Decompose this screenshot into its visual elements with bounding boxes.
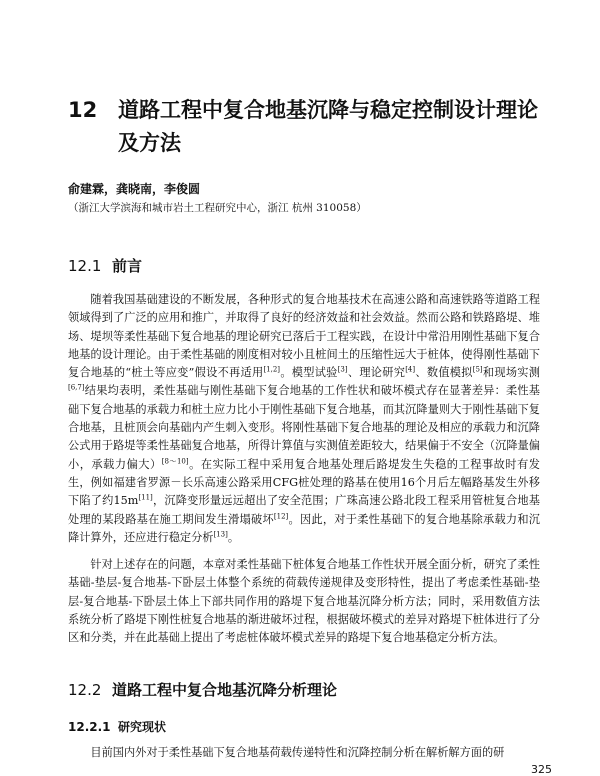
research-status-paragraph: 目前国内外对于柔性基础下复合地基荷载传递特性和沉降控制分析在解析解方面的研 <box>90 746 505 759</box>
section-number: 12.1 <box>68 257 102 275</box>
citation-ref: [11] <box>138 493 153 502</box>
citation-ref: [6,7] <box>68 383 85 392</box>
paragraph-text-run: 。因此，对于柔性基础下的复合地基除承载力和沉降计算外，还应进行稳定分析 <box>68 512 540 544</box>
author-affiliation: （浙江大学滨海和城市岩土工程研究中心，浙江 杭州 310058） <box>68 202 367 214</box>
subsection-number: 12.2.1 <box>68 720 111 734</box>
section-heading-introduction <box>68 256 142 276</box>
subsection-heading-research-status <box>68 719 166 735</box>
paragraph-text-run: 结果均表明，柔性基础与刚性基础下复合地基的工作性状和破坏模式存在显著差异：柔性基础下复合地基的承载力和桩土应力比小于刚性基础下复合地基，而其沉降量则大于刚性基础下复合地基，且桩顶会向基础内产生刺入变形。将刚性基础下复合地基的理论及相应的承载力和沉降公式用于路堤等柔性基础复合地基，所得计算值与实测值差距较大，结果偏于不安全（沉降量偏小，承载力偏大） <box>68 384 540 471</box>
section-number: 12.2 <box>68 681 102 699</box>
subsection-title: 研究现状 <box>118 720 167 734</box>
paragraph-text-run: 、理论研究 <box>347 366 406 380</box>
intro-paragraph-1 <box>68 291 540 547</box>
paragraph-text-run: ，沉降变形量远远超出了安全范围；广珠高速公路北段工程采用管桩复合地基处理的某段路基在施工期间发生滑塌破坏 <box>68 494 540 526</box>
citation-ref: [13] <box>213 530 228 539</box>
citation-ref: [1,2] <box>263 365 281 374</box>
author-list: 俞建霖，龚晓南，李俊圆 <box>68 182 201 196</box>
citation-ref: [12] <box>273 511 289 520</box>
section-heading-settlement-theory <box>68 680 337 700</box>
page-number: 325 <box>531 763 552 776</box>
paragraph-text-run: 、数值模拟 <box>415 366 473 380</box>
paragraph-text-run: 。在实际工程中采用复合地基处理后路堤发生失稳的工程事故时有发生，例如福建省罗源－长乐高速公路采用CFG桩处理的路基在使用16个月后左幅路基发生外移下陷了约15m <box>68 457 540 508</box>
paragraph-text-run: 。 <box>227 530 240 544</box>
paragraph-text-run: 和现场实测 <box>482 366 540 380</box>
citation-ref: [3] <box>337 365 348 374</box>
citation-ref: [5] <box>472 365 483 374</box>
chapter-title-text: 道路工程中复合地基沉降与稳定控制设计理论及方法 <box>118 98 538 155</box>
citation-ref: [4] <box>405 365 416 374</box>
chapter-number: 12 <box>68 98 98 122</box>
intro-paragraph-2: 针对上述存在的问题，本章对柔性基础下桩体复合地基工作性状开展全面分析，研究了柔性基础-垫层-复合地基-下卧层土体整个系统的荷载传递规律及变形特性，提出了考虑柔性基础-垫层-复合地基-下卧层土体上下部共同作用的路堤下复合地基沉降分析方法；同时，采用数值方法系统分析了路堤下刚性桩复合地基的渐进破坏过程，根据破坏模式的差异对路堤下桩体进行了分区和分类，并在此基础上提出了考虑桩体破坏模式差异的路堤下复合地基稳定分析方法。 <box>68 558 540 645</box>
section-title: 前言 <box>112 257 143 275</box>
paragraph-text-run: 。模型试验 <box>280 366 338 380</box>
citation-ref: [8～10] <box>161 456 189 465</box>
paragraph-text-run: 随着我国基础建设的不断发展，各种形式的复合地基技术在高速公路和高速铁路等道路工程领域得到了广泛的应用和推广，并取得了良好的经济效益和社会效益。然而公路和铁路路堤、堆场、堤坝等柔性基础下复合地基的理论研究已落后于工程实践，在设计中常沿用刚性基础下复合地基的设计理论。由于柔性基础的刚度相对较小且桩间土的压缩性远大于桩体，使得刚性基础下复合地基的“桩土等应变”假设不再适用 <box>68 293 540 380</box>
section-title: 道路工程中复合地基沉降分析理论 <box>112 681 338 699</box>
